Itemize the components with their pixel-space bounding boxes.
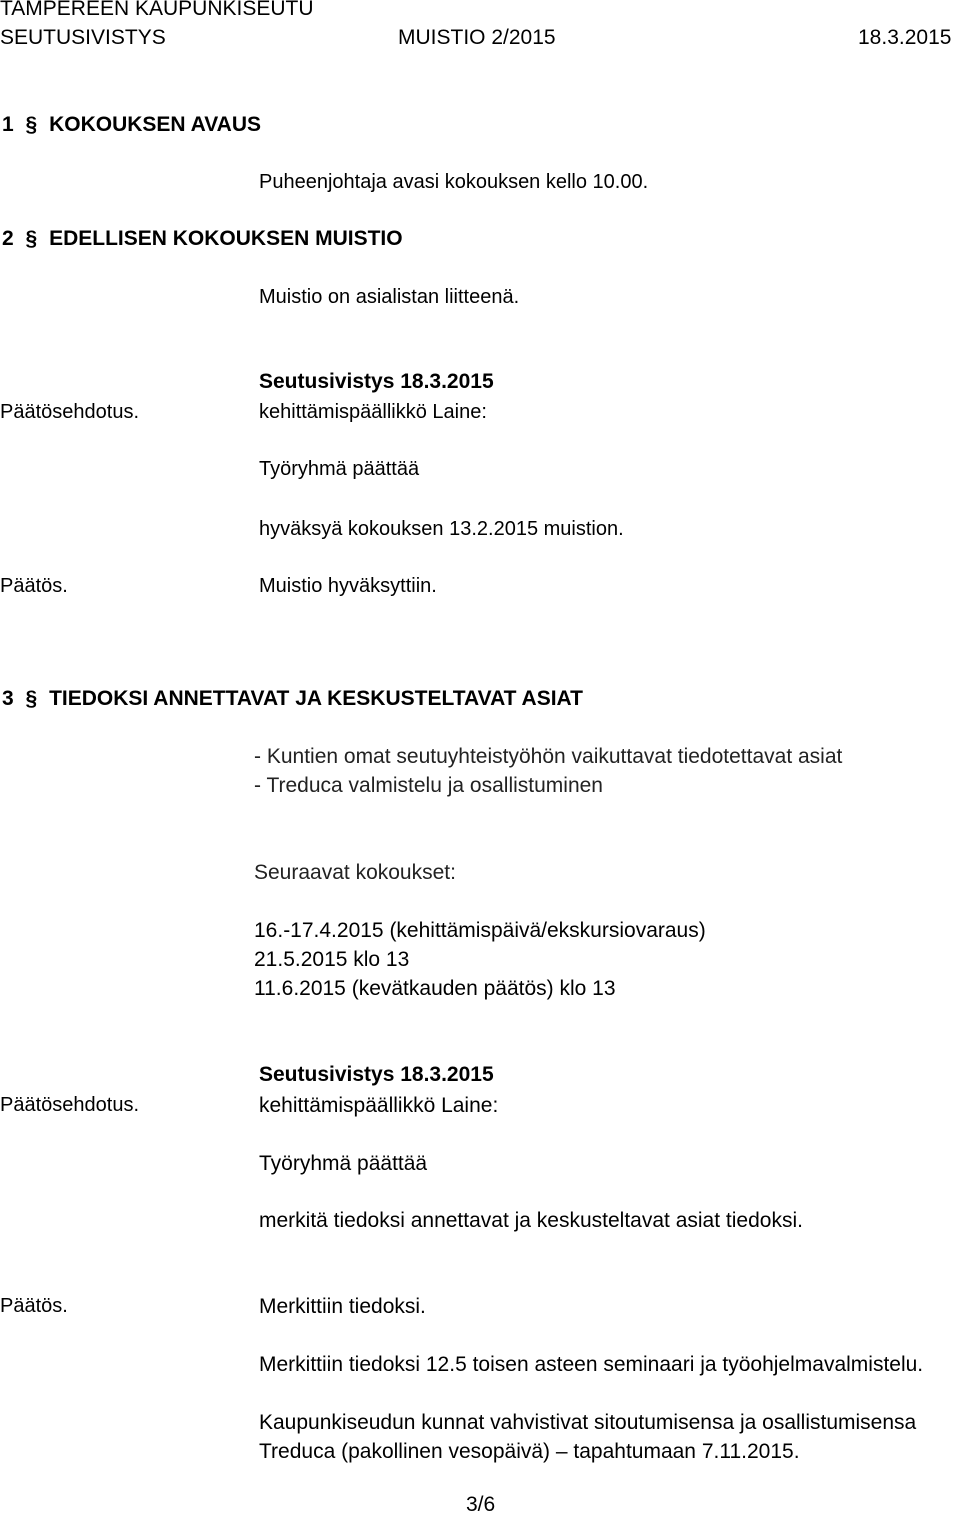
decision-label: Päätös. — [0, 575, 68, 597]
section-title: EDELLISEN KOKOUKSEN MUISTIO — [49, 227, 403, 250]
header-org: TAMPEREEN KAUPUNKISEUTU — [0, 0, 314, 20]
meeting-date: 16.-17.4.2015 (kehittämispäivä/ekskursiovaraus) — [254, 919, 706, 942]
decision-text: Merkittiin tiedoksi. — [259, 1295, 426, 1318]
section-3-heading — [2, 687, 583, 711]
section-2-heading — [2, 227, 403, 251]
section-symbol: § — [25, 227, 38, 250]
section-title: TIEDOKSI ANNETTAVAT JA KESKUSTELTAVAT ASIAT — [49, 687, 583, 710]
proposal-label: Päätösehdotus. — [0, 401, 139, 423]
section-number: 2 — [2, 227, 14, 250]
section-2-text: Muistio on asialistan liitteenä. — [259, 286, 520, 308]
proposal-by: kehittämispäällikkö Laine: — [259, 1094, 499, 1117]
meeting-date: 11.6.2015 (kevätkauden päätös) klo 13 — [254, 977, 616, 1000]
meeting-date: 21.5.2015 klo 13 — [254, 948, 410, 971]
proposal-by: kehittämispäällikkö Laine: — [259, 401, 487, 423]
header-unit: SEUTUSIVISTYS — [0, 26, 166, 49]
proposal-label: Päätösehdotus. — [0, 1094, 139, 1116]
bullet-item: - Treduca valmistelu ja osallistuminen — [254, 774, 603, 797]
proposal-body: hyväksyä kokouksen 13.2.2015 muistion. — [259, 518, 624, 540]
next-meetings-label: Seuraavat kokoukset: — [254, 861, 456, 884]
proposal-lead: Työryhmä päättää — [259, 458, 420, 480]
section-title: KOKOUKSEN AVAUS — [49, 113, 262, 136]
proposal-heading: Seutusivistys 18.3.2015 — [259, 370, 494, 393]
proposal-lead: Työryhmä päättää — [259, 1152, 428, 1175]
section-1-text: Puheenjohtaja avasi kokouksen kello 10.00. — [259, 171, 649, 193]
proposal-heading: Seutusivistys 18.3.2015 — [259, 1063, 494, 1086]
proposal-body: merkitä tiedoksi annettavat ja keskusteltavat asiat tiedoksi. — [259, 1209, 803, 1232]
section-symbol: § — [25, 113, 38, 136]
decision-note: Treduca (pakollinen vesopäivä) – tapahtumaan 7.11.2015. — [259, 1440, 800, 1463]
section-symbol: § — [25, 687, 38, 710]
header-doc-number: MUISTIO 2/2015 — [398, 26, 556, 49]
bullet-item: - Kuntien omat seutuyhteistyöhön vaikuttavat tiedotettavat asiat — [254, 745, 843, 768]
decision-note: Merkittiin tiedoksi 12.5 toisen asteen seminaari ja työohjelmavalmistelu. — [259, 1353, 924, 1376]
page-number: 3/6 — [466, 1493, 496, 1516]
decision-note: Kaupunkiseudun kunnat vahvistivat sitoutumisensa ja osallistumisensa — [259, 1411, 917, 1434]
section-1-heading — [2, 113, 261, 137]
section-number: 1 — [2, 113, 14, 136]
section-number: 3 — [2, 687, 14, 710]
header-date: 18.3.2015 — [858, 26, 952, 49]
decision-label: Päätös. — [0, 1295, 68, 1317]
decision-text: Muistio hyväksyttiin. — [259, 575, 437, 597]
